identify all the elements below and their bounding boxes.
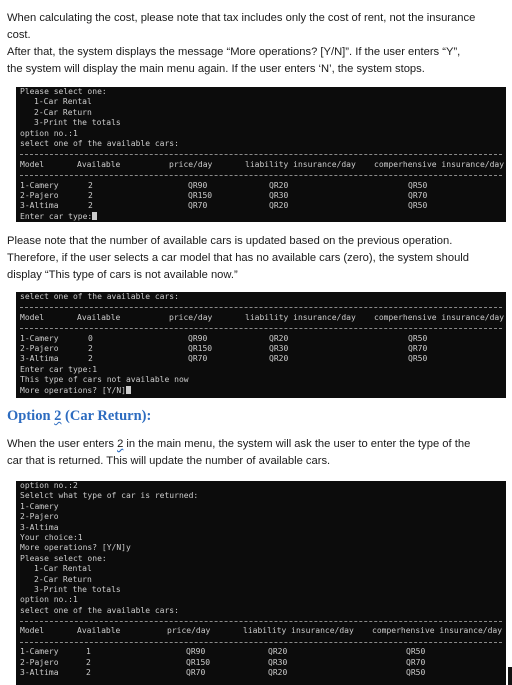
heading-prefix: Option <box>7 408 55 424</box>
cell: 3-Altima <box>20 668 59 678</box>
console-line: 2-Car Return <box>34 107 92 117</box>
col-header: comperhensive insurance/day <box>374 159 505 169</box>
console-line: Your choice:1 <box>20 532 83 542</box>
console-prompt-line[interactable] <box>20 212 506 222</box>
table-row <box>20 344 506 354</box>
text-line: display “This type of cars is not available now.” <box>7 269 238 281</box>
cell: QR50 <box>406 668 426 678</box>
cell: 0 <box>88 333 93 343</box>
table-row <box>20 668 506 678</box>
intro-paragraph <box>7 10 507 78</box>
cell: 1-Camery <box>20 647 59 657</box>
text-line: Therefore, if the user selects a car model that has no available cars (zero), the system should <box>7 252 470 264</box>
console-line: 1-Car Rental <box>34 564 92 574</box>
text-cursor <box>92 212 97 220</box>
availability-paragraph <box>7 233 507 284</box>
cell: 2 <box>88 343 93 353</box>
cell: QR50 <box>408 180 428 190</box>
cell: QR150 <box>188 190 213 200</box>
cell: QR70 <box>408 343 428 353</box>
cell: 2 <box>86 668 91 678</box>
col-header: price/day <box>169 312 213 322</box>
text-segment: in the main menu, the system will ask the user to enter the type of the <box>123 438 471 450</box>
table-row <box>20 334 506 344</box>
text-line: the system will display the main menu again. If the user enters ‘N’, the system stops. <box>7 63 425 75</box>
cell: 2 <box>88 190 93 200</box>
cell: QR20 <box>269 180 289 190</box>
col-header: price/day <box>167 626 211 636</box>
cell: QR150 <box>186 657 211 667</box>
page-edge-mark <box>508 667 512 685</box>
cell: QR20 <box>269 354 289 364</box>
console-line: select one of the available cars: <box>20 292 179 301</box>
console-line: 2-Car Return <box>34 574 92 584</box>
cell: QR50 <box>408 201 428 211</box>
table-header-row <box>20 626 506 636</box>
col-header: Available <box>77 626 121 636</box>
console-line: This type of cars not available now <box>20 375 189 385</box>
dashed-separator <box>20 170 506 180</box>
cell: QR90 <box>188 180 208 190</box>
prompt-text: More operations? [Y/N] <box>20 385 126 395</box>
table-row <box>20 354 506 364</box>
cell: 1 <box>86 647 91 657</box>
table-header-row <box>20 160 506 170</box>
cell: 2 <box>86 657 91 667</box>
section-heading-car-return <box>7 408 151 425</box>
cell: QR20 <box>268 668 288 678</box>
dashed-separator <box>20 149 506 159</box>
console-screenshot-return <box>16 481 506 685</box>
console-line: 3-Altima <box>20 522 59 532</box>
cell: QR70 <box>186 668 206 678</box>
cell: QR30 <box>269 190 289 200</box>
table-header-row <box>20 313 506 323</box>
cell: QR20 <box>269 333 289 343</box>
col-header: liability insurance/day <box>245 312 356 322</box>
console-screenshot-rental <box>16 87 506 222</box>
col-header: Available <box>77 312 121 322</box>
dashed-separator <box>20 302 506 312</box>
text-line: cost. <box>7 29 31 41</box>
table-row <box>20 191 506 201</box>
cell: 1-Camery <box>20 180 59 190</box>
console-line: Please select one: <box>20 87 107 96</box>
table-row <box>20 658 506 668</box>
cell: 2-Pajero <box>20 657 59 667</box>
heading-number: 2 <box>54 408 62 424</box>
console-screenshot-unavailable <box>16 292 506 398</box>
cell: QR70 <box>408 190 428 200</box>
table-row <box>20 181 506 191</box>
car-return-paragraph <box>7 436 507 470</box>
console-line: 1-Car Rental <box>34 97 92 107</box>
cell: 3-Altima <box>20 354 59 364</box>
console-line: 2-Pajero <box>20 512 59 522</box>
text-line: Please note that the number of available cars is updated based on the previous operation. <box>7 235 453 247</box>
cell: QR150 <box>188 343 213 353</box>
cell: QR90 <box>188 333 208 343</box>
cell: 2 <box>88 201 93 211</box>
prompt-text: Enter car type: <box>20 211 93 221</box>
col-header: Model <box>20 159 45 169</box>
table-row <box>20 647 506 657</box>
console-line: select one of the available cars: <box>20 605 179 615</box>
text-segment: 2 <box>117 438 124 450</box>
cell: QR20 <box>269 201 289 211</box>
text-cursor <box>126 386 131 394</box>
cell: QR20 <box>268 647 288 657</box>
col-header: liability insurance/day <box>243 626 354 636</box>
text-segment: When the user enters <box>7 438 118 450</box>
text-line <box>7 436 507 453</box>
cell: QR50 <box>408 354 428 364</box>
col-header: Model <box>20 312 45 322</box>
cell: 2 <box>88 180 93 190</box>
console-line: option no.:2 <box>20 481 78 490</box>
text-line: car that is returned. This will update the number of available cars. <box>7 455 331 467</box>
col-header: Model <box>20 626 45 636</box>
cell: QR70 <box>188 201 208 211</box>
col-header: comperhensive insurance/day <box>372 626 503 636</box>
console-line: Selelct what type of car is returned: <box>20 491 199 501</box>
console-line: 3-Print the totals <box>34 584 121 594</box>
console-line: option no.:1 <box>20 128 78 138</box>
text-line: After that, the system displays the message “More operations? [Y/N]”. If the user enters “Y”, <box>7 46 461 58</box>
cell: QR70 <box>406 657 426 667</box>
console-line: More operations? [Y/N]y <box>20 543 131 553</box>
cell: 1-Camery <box>20 333 59 343</box>
dashed-separator <box>20 637 506 647</box>
col-header: Available <box>77 159 121 169</box>
cell: QR90 <box>186 647 206 657</box>
col-header: liability insurance/day <box>245 159 356 169</box>
cell: 2-Pajero <box>20 190 59 200</box>
cell: QR50 <box>408 333 428 343</box>
col-header: comperhensive insurance/day <box>374 312 505 322</box>
console-prompt-line[interactable] <box>20 386 506 396</box>
cell: QR50 <box>406 647 426 657</box>
col-header: price/day <box>169 159 213 169</box>
cell: 2-Pajero <box>20 343 59 353</box>
cell: QR70 <box>188 354 208 364</box>
cell: 3-Altima <box>20 201 59 211</box>
console-line: 3-Print the totals <box>34 118 121 128</box>
console-line: select one of the available cars: <box>20 138 179 148</box>
console-line: Enter car type:1 <box>20 364 98 374</box>
cell: QR30 <box>269 343 289 353</box>
heading-suffix: (Car Return): <box>61 408 152 424</box>
cell: 2 <box>88 354 93 364</box>
dashed-separator <box>20 323 506 333</box>
console-line: Please select one: <box>20 553 107 563</box>
table-row <box>20 201 506 211</box>
text-line: When calculating the cost, please note that tax includes only the cost of rent, not the insurance <box>7 12 476 24</box>
dashed-separator <box>20 616 506 626</box>
cell: QR30 <box>268 657 288 667</box>
console-line: 1-Camery <box>20 501 59 511</box>
console-line: option no.:1 <box>20 595 78 605</box>
